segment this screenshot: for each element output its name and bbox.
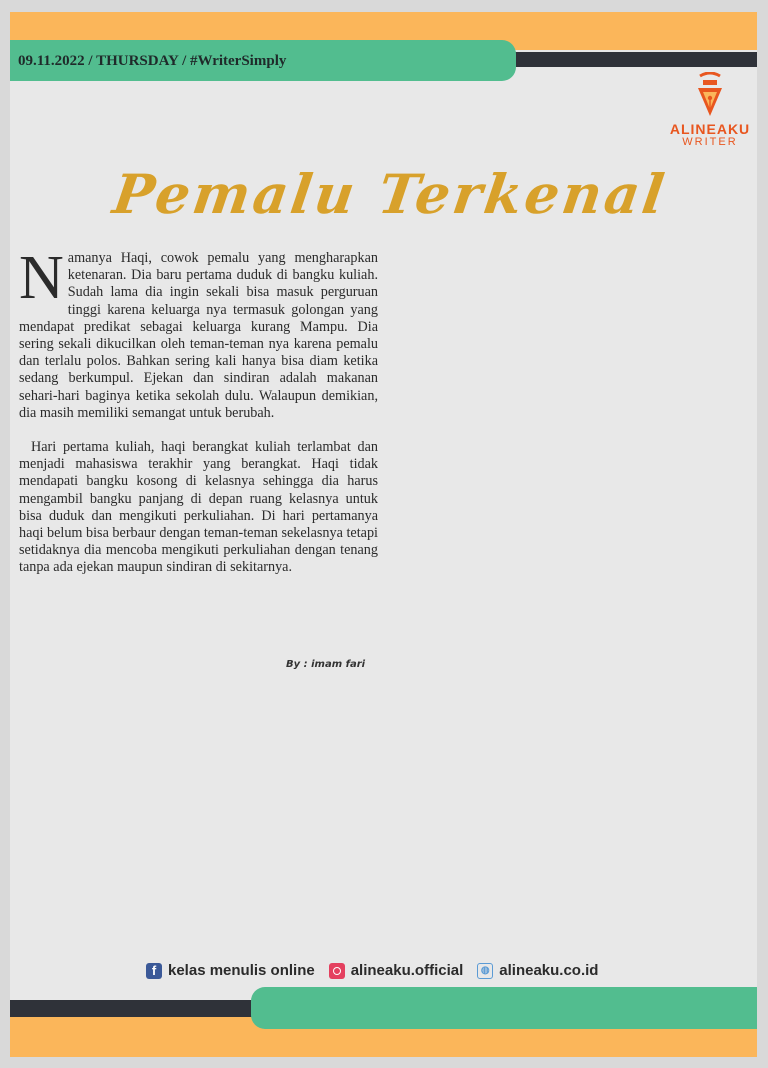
website-label: alineaku.co.id	[499, 962, 599, 979]
footer-instagram[interactable]	[329, 962, 464, 979]
footer-contacts	[146, 962, 612, 979]
footer-website[interactable]	[477, 962, 598, 979]
footer-facebook[interactable]	[146, 962, 315, 979]
date-line: 09.11.2022 / THURSDAY / #WriterSimply	[18, 53, 287, 69]
alineaku-logo	[665, 72, 755, 148]
author-byline: By : imam fari	[286, 659, 366, 670]
bottom-dark-stripe	[10, 1000, 270, 1017]
instagram-icon	[329, 963, 345, 979]
facebook-icon: f	[146, 963, 162, 979]
paragraph-1-text: amanya Haqi, cowok pemalu yang mengharapkan ketenaran. Dia baru pertama duduk di bangku kuliah. Sudah lama dia ingin sekali bisa masuk perguruan tinggi karena keluarga nya termasuk golongan yang mendapat predikat sebagai keluarga kurang Mampu. Dia sering sekali dikucilkan oleh teman-teman nya karena pemalu dan terlalu polos. Bahkan sering kali hanya bisa diam ketika sedang berkumpul. Ejekan dan sindiran adalah makanan sehari-hari baginya ketika sekolah dulu. Walaupun demikian, dia masih memiliki semangat untuk berubah.	[19, 250, 378, 421]
pen-nib-icon	[695, 72, 725, 118]
instagram-label: alineaku.official	[350, 962, 464, 979]
paragraph-2: Hari pertama kuliah, haqi berangkat kuliah terlambat dan menjadi mahasiswa terakhir yang berangkat. Haqi tidak mendapati bangku kosong di kelasnya sehingga dia harus mengambil bangku panjang di depan ruang kelasnya untuk bisa duduk dan mengikuti perkuliahan. Di hari pertamanya haqi belum bisa berbaur dengan teman-teman sekelasnya tetapi setidaknya dia mencoba mengikuti perkuliahan dengan tenang tanpa ada ejekan maupun sindiran di sekitarnya.	[19, 439, 378, 576]
article-title: Pemalu Terkenal	[109, 162, 671, 226]
drop-cap: N	[19, 244, 64, 312]
logo-name: ALINEAKU	[669, 121, 751, 137]
logo-subtitle: WRITER	[682, 136, 738, 148]
globe-icon: ◍	[477, 963, 493, 979]
poster-page	[10, 12, 757, 1057]
paragraph-1	[19, 244, 378, 422]
article-body	[19, 244, 378, 577]
facebook-label: kelas menulis online	[168, 962, 315, 979]
top-dark-stripe	[490, 52, 757, 67]
bottom-green-banner	[251, 987, 757, 1029]
